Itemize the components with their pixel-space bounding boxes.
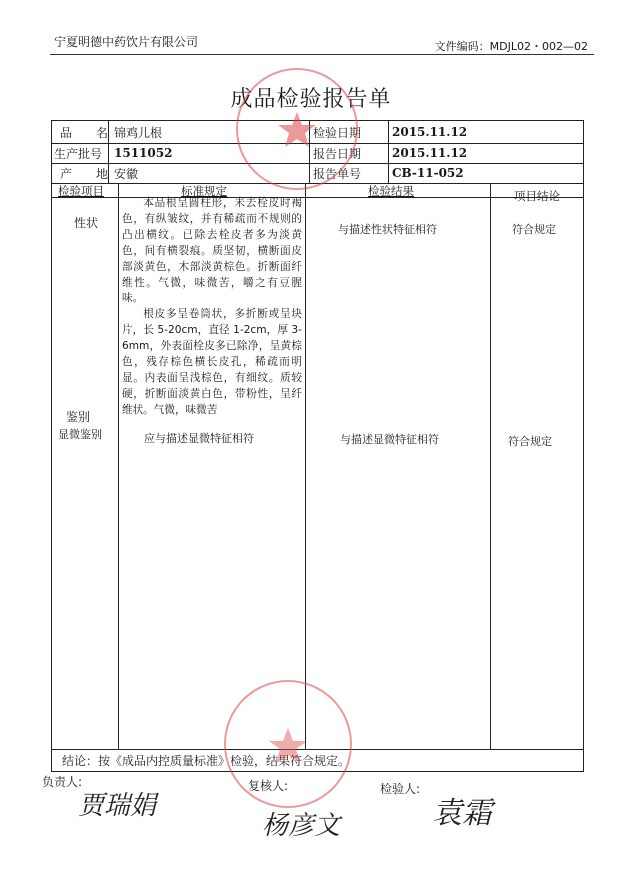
origin-label: 产 地 [60, 167, 115, 181]
file-code: 文件编码：MDJL02・002—02 [434, 40, 588, 53]
header-rule [50, 54, 594, 55]
report-title: 成品检验报告单 [230, 87, 392, 112]
conclusion-text: 结论：按《成品内控质量标准》检验，结果符合规定。 [62, 754, 351, 768]
ident-sub: 显微鉴别 [58, 428, 102, 441]
report-date-label: 报告日期 [313, 147, 362, 161]
reviewer-label: 复核人: [248, 779, 289, 793]
col-header-item: 检验项目 [58, 184, 104, 198]
ident-conclusion: 符合规定 [508, 435, 552, 448]
report-no-value: CB-11-052 [392, 166, 464, 180]
company-seal-bottom [224, 680, 352, 808]
col-divider [305, 183, 306, 749]
company-seal-top [236, 68, 358, 190]
inspector-label: 检验人: [380, 782, 421, 796]
batch-label: 生产批号 [54, 147, 103, 161]
company-name: 宁夏明德中药饮片有限公司 [54, 35, 199, 49]
ident-item: 鉴别 [66, 410, 91, 424]
name-label: 品 名 [60, 126, 115, 140]
seal-star-icon [238, 70, 356, 188]
trait-result: 与描述性状特征相符 [338, 223, 437, 236]
trait-standard-p2: 根皮多呈卷筒状，多折断或呈块片，长 5-20cm，直径 1-2cm，厚 3-6mm，外表面栓皮多已除净，呈黄棕色，残存棕色横长皮孔，稀疏而明显。内表面呈浅棕色，有细纹。质较硬，折断面淡黄白色，带粉性，呈纤维状。气微，味微苦 [122, 308, 302, 416]
origin-value: 安徽 [114, 167, 139, 181]
ident-result: 与描述显微特征相符 [340, 433, 439, 446]
inspect-date-value: 2015.11.12 [392, 125, 468, 139]
col-header-standard: 标准规定 [181, 184, 227, 198]
seal-star-icon [226, 682, 350, 806]
batch-value: 1511052 [114, 146, 173, 160]
responsible-signature: 贾瑞娟 [78, 791, 157, 821]
reviewer-signature: 杨彦文 [262, 811, 341, 841]
ident-standard: 应与描述显微特征相符 [144, 432, 254, 445]
col-header-conclusion: 项目结论 [514, 189, 560, 203]
trait-standard [122, 196, 302, 419]
trait-standard-p1: 本品根呈圆柱形，未去栓皮时褐色，有纵皱纹，并有稀疏而不规则的凸出横纹。已除去栓皮者多为淡黄色，间有横裂痕。质坚韧，横断面皮部淡黄色，木部淡黄棕色。折断面纤维性。气微，味微苦，嚼之有豆腥味。 [122, 197, 302, 305]
col-divider [118, 183, 119, 749]
inspector-signature: 袁霜 [432, 796, 492, 831]
trait-conclusion: 符合规定 [512, 223, 556, 236]
responsible-label: 负责人: [42, 775, 83, 789]
col-divider [490, 183, 491, 749]
name-value: 锦鸡儿根 [114, 126, 163, 140]
report-date-value: 2015.11.12 [392, 146, 468, 160]
col-header-result: 检验结果 [368, 184, 414, 198]
col-divider [388, 121, 389, 183]
trait-item: 性状 [74, 216, 99, 230]
report-no-label: 报告单号 [313, 167, 362, 181]
inspect-date-label: 检验日期 [313, 126, 362, 140]
